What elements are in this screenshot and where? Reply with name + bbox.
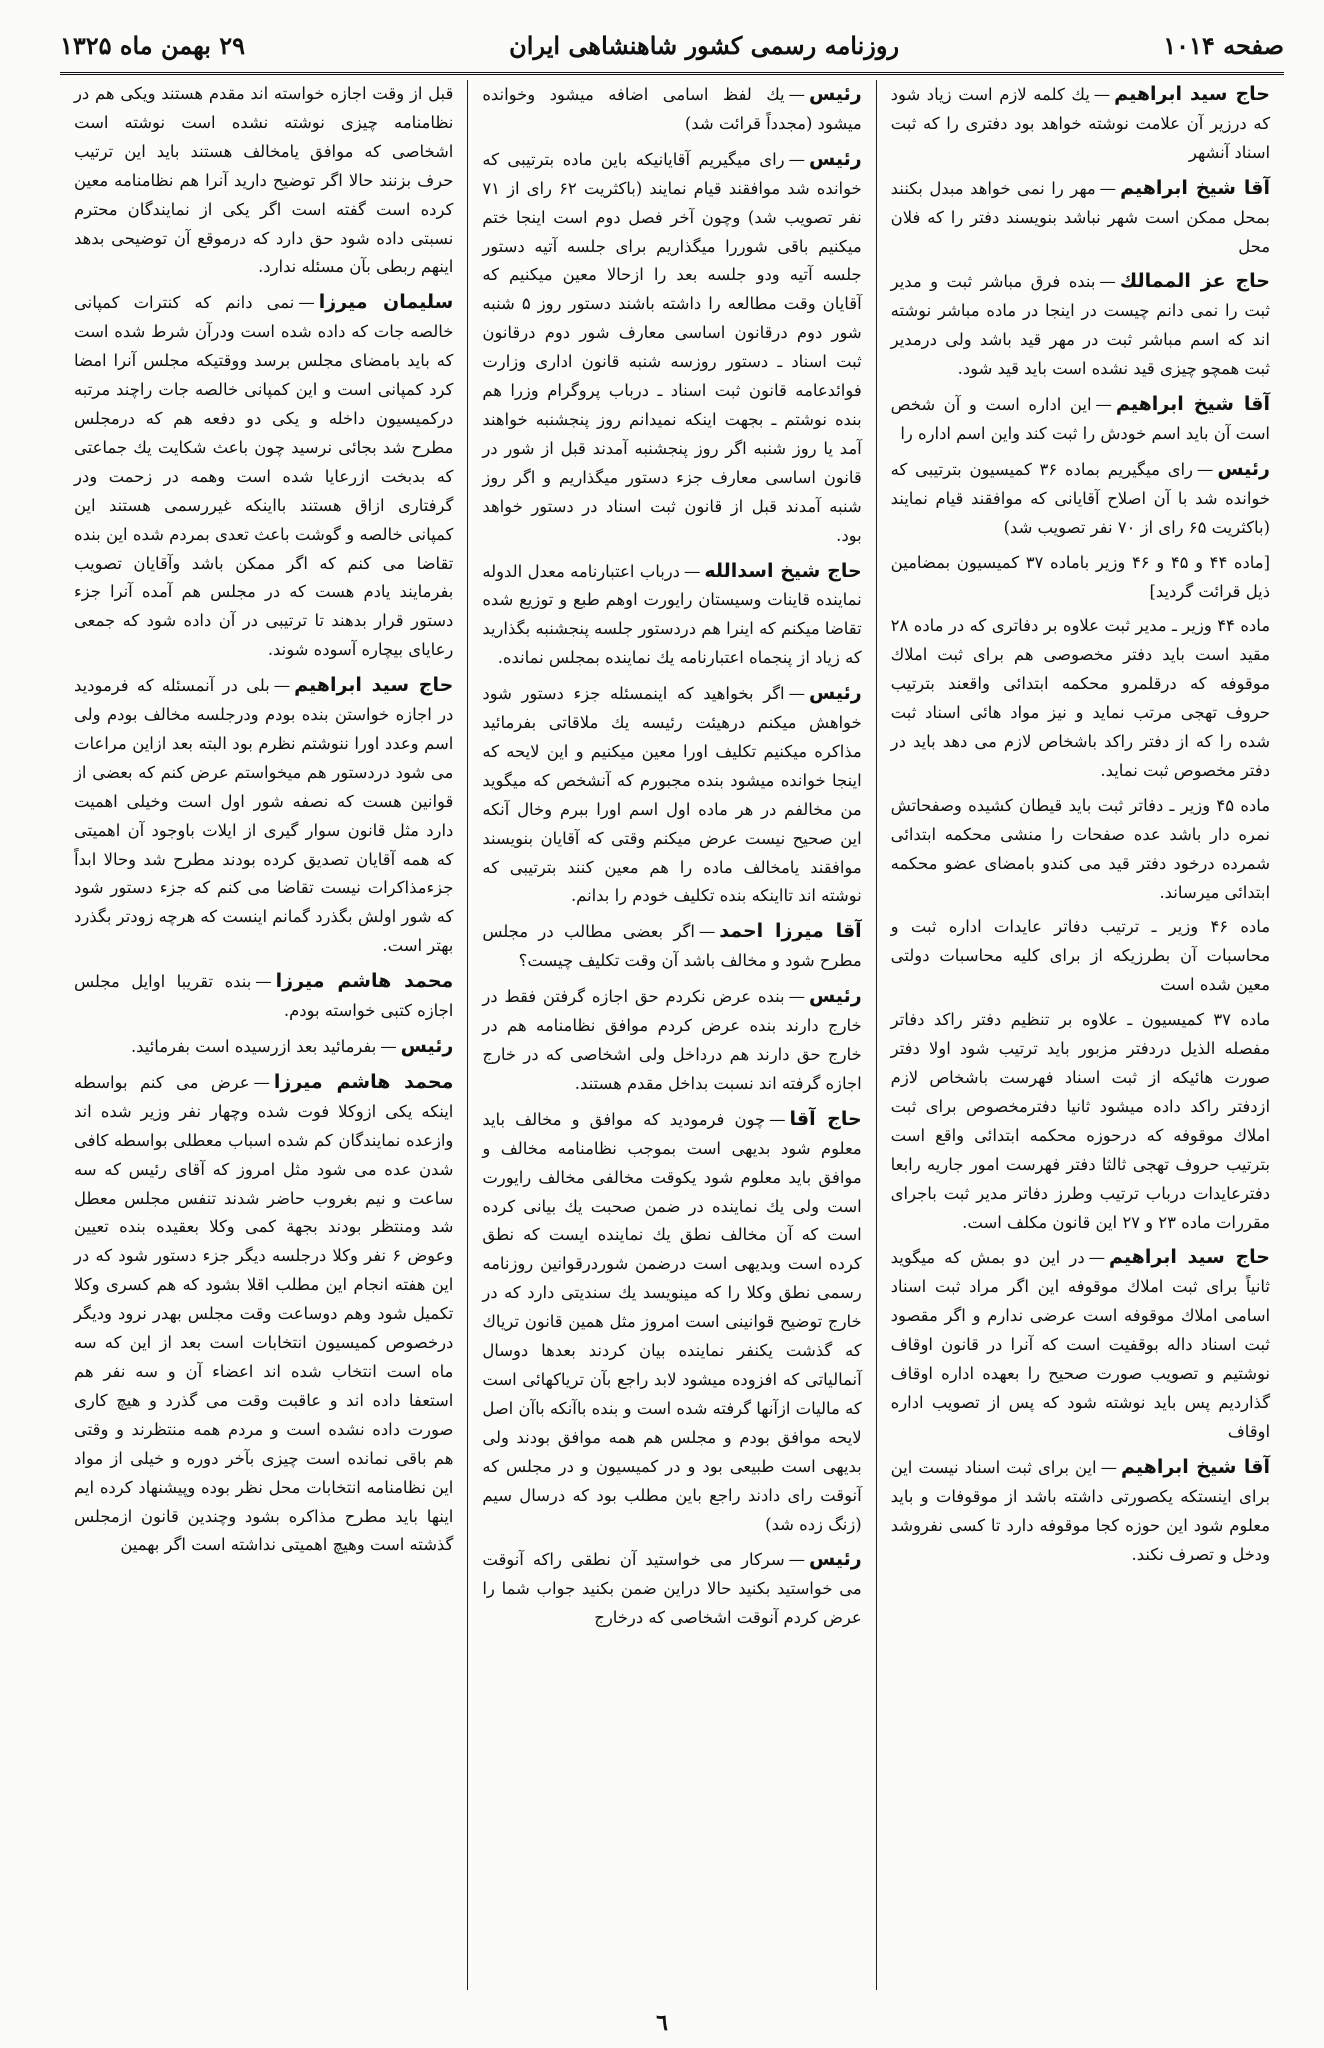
speech-text: ماده ۴۴ وزیر ـ مدیر ثبت علاوه بر دفاتری كه در ماده ۲۸ مقید است باید دفتر مخصوصی هم برای ثبت املاك موقوفه كه درقلمرو محكمه ابتدائی واقعند بترتیب حروف تهجی مرتب نماید و نیز مواد هائی اسناد ثبت شده را كه از دفتر راكد باشخاص لازم می دهد باید در دفتر مخصوص ثبت نماید. bbox=[890, 616, 1270, 780]
speech-entry bbox=[891, 267, 1270, 384]
speech-entry bbox=[891, 455, 1270, 543]
speech-entry bbox=[482, 1105, 861, 1540]
speaker-name: محمد هاشم میرزا bbox=[275, 970, 454, 993]
speech-text: بنده فرق مباشر ثبت و مدیر ثبت را نمی دانم چیست در اینجا در ماده مباشر نوشته اند كه اسم مباشر ثبت در مهر قید باشد ولی درمدیر ثبت همچو چیزی قید نشده است باید قید شود. bbox=[890, 272, 1270, 379]
speech-text: درباب اعتبارنامه معدل الدوله نماینده قاینات وسیستان رایورت اوهم طبع و توزیع شده تقاضا میكنم كه اینرا هم دردستور جلسه پنجشنبه بگذارید كه زیاد از پنجماه اعتبارنامه یك نماینده بمجلس نمانده. bbox=[482, 561, 862, 668]
text-column-1 bbox=[877, 80, 1284, 1990]
speech-text: سركار می خواستید آن نطقی راكه آنوقت می خواستید بكنید حالا دراین ضمن بكنید جواب شما را عرض كردم آنوقت اشخاصی كه درخارج bbox=[482, 1550, 862, 1628]
text-column-3 bbox=[60, 80, 468, 1990]
speaker-name: رئیس bbox=[1217, 457, 1270, 480]
speaker-dash: — bbox=[769, 1109, 786, 1129]
speaker-dash: — bbox=[1099, 178, 1117, 198]
speaker-name: حاج آقا bbox=[789, 1107, 862, 1130]
speech-entry bbox=[891, 390, 1270, 449]
speaker-dash: — bbox=[1093, 85, 1111, 104]
speaker-name: آقا شیخ ابراهیم bbox=[1121, 1455, 1271, 1478]
speaker-dash: — bbox=[1100, 1457, 1117, 1477]
page-number-label: صفحه ۱۰۱۴ bbox=[1163, 30, 1284, 60]
speech-text: بفرمائید بعد ازرسیده است بفرمائید. bbox=[130, 1037, 377, 1056]
speech-entry bbox=[74, 1032, 453, 1062]
speech-entry bbox=[891, 792, 1270, 908]
speech-entry bbox=[891, 1243, 1270, 1446]
speech-entry bbox=[891, 549, 1270, 607]
speaker-dash: — bbox=[788, 1550, 805, 1570]
speech-text: بنده عرض نكردم حق اجازه گرفتن فقط در خارج دارند بنده عرض كردم موافق نظامنامه هم در خارج حق دارند هم درداخل ولی اشخاصی كه در خارج اجازه گرفته اند نسبت بداخل مقدم هستند. bbox=[482, 987, 862, 1093]
speaker-dash: — bbox=[788, 85, 805, 104]
issue-date: ۲۹ بهمن ماه ۱۳۲۵ bbox=[60, 30, 246, 60]
page-header bbox=[60, 18, 1284, 75]
speaker-name: رئیس bbox=[808, 1548, 862, 1571]
speaker-dash: — bbox=[683, 561, 701, 581]
speech-text: یك كلمه لازم است زیاد شود كه درزیر آن علامت نوشته خواهد بود دفتری را كه ثبت اسناد آنشهر bbox=[890, 85, 1270, 162]
speaker-dash: — bbox=[1088, 1248, 1106, 1268]
speech-entry bbox=[482, 982, 861, 1099]
speech-text: اگر بخواهید كه اینمسئله جزء دستور شود خواهش میكنم درهیئت رئیسه یك ملاقاتی بفرمائید مذاكره میكنیم تكلیف اورا معین میكنیم و این لایحه كه اینجا خوانده میشود بنده مجبورم كه آنشخص كه میگوید من مخالفم در هر ماده اول اسم اورا ببرم وخال آنكه این صحیح نیست عرض میكنم وقتی كه آقایان بنویسند موافقند یامخالف ماده را هم معین كنند بترتیبی كه نوشته اند تااینكه بنده تكلیف خودم را بدانم. bbox=[482, 684, 862, 906]
speaker-dash: — bbox=[298, 293, 315, 313]
speech-text: رای میگیریم بماده ۳۶ كمیسیون بترتیبی كه خوانده شد با آن اصلاح آقایانی كه موافقند قیام نمایند (باكثریت ۶۵ رای از ۷۰ نفر تصویب شد) bbox=[890, 459, 1270, 537]
speaker-name: آقا شیخ ابراهیم bbox=[1120, 176, 1270, 199]
speech-entry bbox=[74, 967, 453, 1026]
speech-text: در این دو بمش كه میگوید ثانیاً برای ثبت املاك موقوفه این اگر مراد ثبت اسناد اسامی املاك موقوفه است عرضی ندارم و اگر مقصود ثبت اسناد داله بوقفیت است كه آنرا در قانون اوقاف نوشتیم و تصویب صورت صحیح را بعهده اداره اوقاف گذاردیم پس باید نوشته شود كه پس از تصویب اداره اوقاف bbox=[890, 1248, 1270, 1441]
speaker-name: رئیس bbox=[400, 1035, 454, 1057]
speech-entry bbox=[482, 1545, 861, 1633]
speaker-name: حاج شیخ اسدالله bbox=[704, 559, 862, 582]
speech-entry bbox=[891, 174, 1270, 262]
footer-page-number: ٦ bbox=[656, 2010, 668, 2036]
speech-entry bbox=[482, 679, 861, 911]
speaker-dash: — bbox=[253, 1072, 270, 1092]
newspaper-title: روزنامه رسمی کشور شاهنشاهی ایران bbox=[509, 30, 900, 60]
speech-entry bbox=[891, 1006, 1270, 1237]
speech-text: یك لفظ اسامی اضافه میشود وخوانده میشود (مجدداً قرائت شد) bbox=[482, 85, 862, 133]
speech-entry bbox=[891, 80, 1270, 168]
speech-text: این اداره است و آن شخص است آن باید اسم خودش را ثبت كند واین اسم اداره را bbox=[890, 395, 1270, 443]
speaker-name: محمد هاشم میرزا bbox=[273, 1070, 454, 1093]
speaker-name: رئیس bbox=[808, 985, 862, 1008]
speech-text: اگر بعضی مطالب در مجلس مطرح شود و مخالف باشد آن وقت تكلیف چیست؟ bbox=[482, 922, 862, 971]
speaker-dash: — bbox=[273, 676, 291, 696]
speech-text: [ماده ۴۴ و ۴۵ و ۴۶ وزیر باماده ۳۷ كمیسیون بمضامین ذیل قرائت گردید] bbox=[890, 552, 1270, 601]
speaker-name: رئیس bbox=[808, 682, 862, 705]
speaker-name: حاج سید ابراهیم bbox=[294, 674, 454, 697]
speaker-dash: — bbox=[698, 922, 716, 942]
speaker-name: آقا شیخ ابراهیم bbox=[1115, 393, 1270, 416]
speech-text: ماده ۳۷ كمیسیون ـ علاوه بر تنظیم دفتر راكد دفاتر مفصله الذیل دردفتر مزبور باید ترتیب شود اولا دفتر صورت هائیكه از ثبت اسناد فهرست باشخاص لازم ازدفتر راكد داده میشود ثانیا دفترمخصوص برای ثبت املاك موقوفه كه درحوزه محكمه ابتدائی واقع است بترتیب حروف تهجی ثالثا دفتر فهرست امور جاریه رابعا دفترعایدات درباب ترتیب وطرز دفاتر مدیر ثبت باجرای مقررات ماده ۲۳ و ۲۷ این قانون مكلف است. bbox=[890, 1010, 1270, 1232]
speech-entry bbox=[891, 1453, 1270, 1570]
speech-entry bbox=[482, 145, 861, 551]
speaker-name: آقا میرزا احمد bbox=[719, 920, 862, 943]
speech-text: این برای ثبت اسناد نیست این برای اینستكه یكصورتی داشته باشد از موقوفات و باید معلوم شود این حوزه كجا موقوفه دارد تا كسی نفروشد ودخل و تصرف نكند. bbox=[890, 1457, 1270, 1564]
speaker-dash: — bbox=[788, 149, 805, 169]
speech-text: مهر را نمی خواهد مبدل بكنند بمحل ممكن است شهر نباشد بنویسند دفتر را كه فلان محل bbox=[890, 178, 1270, 256]
speaker-name: حاج عز الممالك bbox=[1119, 270, 1270, 293]
speaker-dash: — bbox=[1196, 459, 1214, 479]
speaker-name: رئیس bbox=[808, 83, 862, 105]
speech-entry bbox=[482, 557, 861, 674]
speaker-dash: — bbox=[788, 987, 805, 1007]
speaker-name: سلیمان میرزا bbox=[318, 291, 454, 314]
speech-entry bbox=[891, 913, 1270, 1000]
speech-text: ماده ۴۶ وزیر ـ ترتیب دفاتر عایدات اداره ثبت و محاسبات آن بطرزیكه از برای كلیه محاسبات دولتی معین شده است bbox=[890, 917, 1271, 995]
speech-entry bbox=[74, 288, 453, 665]
speech-text: نمی دانم كه كنترات كمپانی خالصه جات كه داده شده است ودرآن شرط شده است كه باید بامضای مجلس برسد ووقتیكه مجلس آنرا امضا كرد كمپانی است و این كمپانی خالصه جات راچند مرتبه دركمیسیون داخله و یكی دو دفعه هم كه درمجلس مطرح شد بجائی نرسید چون باعث شكایت یك جماعتی كه بدبخت ازرعایا شده است وهمه در زحمت ودر گرفتاری ازاق هستند بااینكه غیررسمی هستند این كمپانی خالصه و گوشت باعث تعدی بمردم شده این بنده تقاضا می كنم كه اگر ممكن باشد وآقایان تصویب بفرمایند یادم هست كه در مجلس هم آمده آنرا جزء دستور قرار بدهند تا ترتیبی در آن داده شود كه جمعی رعایای بیچاره آسوده شوند. bbox=[74, 293, 454, 660]
speech-entry bbox=[482, 80, 861, 139]
speaker-dash: — bbox=[1099, 272, 1116, 292]
speech-text: چون فرمودید كه موافق و مخالف باید معلوم شود بدیهی است بموجب نظامنامه مخالف و موافق باید معلوم شود یكوقت مخالفی مخالف رایورت است ولی یك نماینده در ضمن صحبت یك بیانی كرده است كه آن مخالف نطق یك نماینده ایست كه نطق كرده است وبدیهی است درضمن شوردرقوانین روزنامه رسمی نطق وكلا را كه مینویسد یك سندیتی دارد كه در خارج توضیح قوانینی است امروز مثل همین قانون تریاك كه گذشت یكنفر نماینده بیان كردند بعدها دوسال آنمالیاتی كه افزوده میشود لابد راجع بآن تریاكهائی است كه مالیات ازآنها گرفته شده است و بنده باآنكه باآن اصل لایحه موافق بودم و مجلس هم همه موافق بودند ولی بدیهی است طبیعی بود و در كمیسیون و در مجلس كه آنوقت رای دادند راجع باین مطلب بود كه درسال سیم (زنگ زده شد) bbox=[482, 1109, 862, 1534]
speech-entry bbox=[891, 612, 1270, 785]
speech-text: قبل از وقت اجازه خواسته اند مقدم هستند ویكی هم در نظامنامه چیزی نوشته نشده است نوشته است اشخاصی كه موافق یامخالف هستند باید این ترتیب حرف بزنند حالا اگر توضیح دارید آنرا هم نظامنامه معین كرده است گفته است اگر یكی از نمایندگان محترم نسبتی داده شود حق دارد كه درموقع آن توضیحی بدهد اینهم ربطی بآن مسئله ندارد. bbox=[74, 84, 454, 277]
speech-entry bbox=[74, 1068, 453, 1560]
speaker-name: حاج سید ابراهیم bbox=[1109, 1246, 1270, 1269]
speech-text: عرض می كنم بواسطه اینكه یكی ازوكلا فوت شده وچهار نفر وزیر شده اند وازعده نمایندگان كم شده اسباب معطلی بواسطه كافی شدن عده می شود مثل امروز كه آقای رئیس كه سه ساعت و نیم بغروب حاضر شدند تنفس مجلس معطل شد ومنتظر بودند بجهة كمی وكلا بعقیده بنده تعیین وعوض ۶ نفر وكلا درجلسه دیگر جزء دستور شود كه در این هفته انجام این مطلب اقلا بشود كه هم كسری وكلا تكمیل شود وهم دوساعت وقت مجلس بهدر نرود ودیگر درخصوص كمیسیون انتخابات است بعد از این كه سه ماه است انتخاب شده اند اعضاء آن و سه نفر هم استعفا داده اند و عاقبت وقت می گذرد و هیچ كاری صورت داده نشده است و مردم همه منتظرند و وقتی هم باقی نمانده است چیزی بآخر دوره و خیلی از مواد این نظامنامه انتخابات محل نظر بوده وپیشنهاد كرده ایم اینها باید مطرح مذاكره بشود وچندین قانون ازمجلس گذشته است وهیچ اهمیتی نداشته است اگر بهمین bbox=[74, 1072, 454, 1555]
speaker-dash: — bbox=[1095, 395, 1112, 415]
speech-text: بنده تقریبا اوایل مجلس اجازه كتبی خواسته بودم. bbox=[74, 972, 454, 1021]
speech-entry bbox=[74, 80, 453, 282]
speech-entry bbox=[482, 917, 861, 976]
speaker-dash: — bbox=[788, 684, 805, 704]
speech-text: ماده ۴۵ وزیر ـ دفاتر ثبت باید قیطان كشیده وصفحاتش نمره دار باشد عده صفحات را منشی محكمه ابتدائی شمرده درخود دفتر قید می كندو بامضای عضو محكمه ابتدائی میرساند. bbox=[890, 795, 1271, 902]
speech-text: بلی در آنمسئله كه فرمودید در اجازه خواستن بنده بودم ودرجلسه مخالف بودم ولی اسم وعدد اورا ننوشتم نظرم بود البته بعد ازاین مراعات می شود دردستور هم میخواستم عرض كنم كه بعضی از قوانین هست كه نصفه شور اول است وخیلی اهمیت دارد مثل قانون سوار گیری از ایلات باوجود آن اهمیتی كه همه آقایان تصدیق كرده بودند مطرح شد وحالا ابداً جزءمذاكرات نیست تقاضا می كنم كه جزء دستور شود كه شور اولش بگذرد گمانم اینست كه هرچه زودتر بگذرد بهتر است. bbox=[74, 676, 454, 956]
speaker-dash: — bbox=[380, 1037, 397, 1056]
speaker-name: حاج سید ابراهیم bbox=[1114, 83, 1270, 105]
speaker-dash: — bbox=[255, 972, 272, 992]
text-column-2 bbox=[468, 80, 876, 1990]
speech-text: رای میگیریم آقایانیكه باین ماده بترتیبی كه خوانده شد موافقند قیام نمایند (باكثریت ۶۲ رای از ۷۱ نفر تصویب شد) وچون آخر فصل دوم است اینجا ختم میكنیم باقی شوررا میگذاریم برای جلسه آتیه دستور جلسه آتیه ودو جلسه بعد را ازحالا معین میكنیم كه آقایان وقت مطالعه را داشته باشند دستور روز ۵ شنبه شور دوم درقانون اساسی معارف شور دوم درقانون ثبت اسناد ـ دستور روزسه شنبه قانون اداری وزارت فوائدعامه قانون ثبت اسناد ـ درباب پروگرام وزرا هم بنده نوشتم ـ بجهت اینكه نمیدانم روز پنجشنبه خواهند آمد یا روز شنبه اگر روز پنجشنبه آمدند قبل از شور در قانون اساسی معارف جزء دستور میگذاریم و اگر روز شنبه آمدند قبل از قانون ثبت اسناد در دستور خواهد بود. bbox=[482, 149, 862, 545]
speech-entry bbox=[74, 671, 453, 961]
text-columns bbox=[60, 80, 1284, 1990]
speaker-name: رئیس bbox=[808, 147, 862, 170]
